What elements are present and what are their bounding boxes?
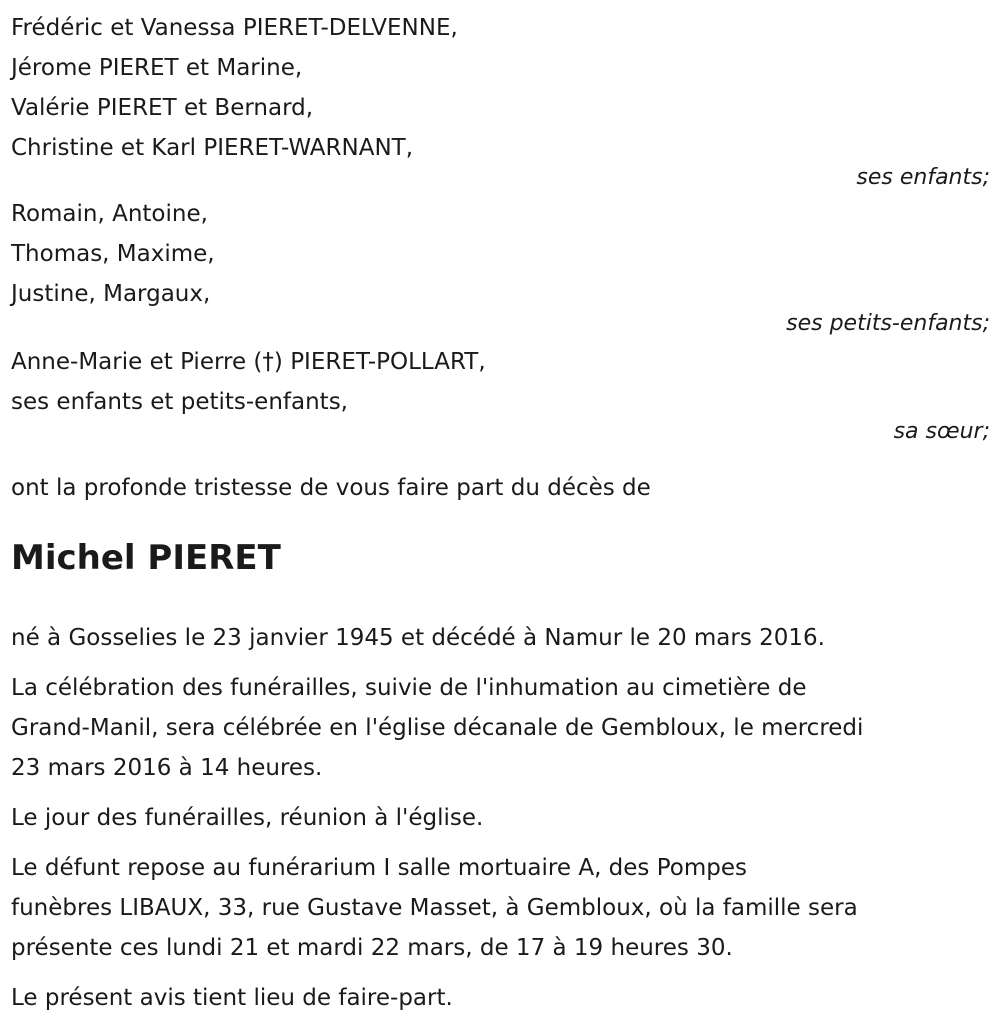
paragraph-line: Le défunt repose au funérarium I salle mortuaire A, des Pompes xyxy=(11,855,747,881)
family-line: ses enfants et petits-enfants, xyxy=(11,389,348,415)
paragraph-line: présente ces lundi 21 et mardi 22 mars, de 17 à 19 heures 30. xyxy=(11,935,733,961)
family-line: Thomas, Maxime, xyxy=(11,241,215,267)
relation-label: sa sœur; xyxy=(893,419,990,444)
announcement-text: ont la profonde tristesse de vous faire part du décès de xyxy=(11,475,651,501)
relation-label: ses petits-enfants; xyxy=(786,311,990,336)
birth-death-paragraph: né à Gosselies le 23 janvier 1945 et décédé à Namur le 20 mars 2016. xyxy=(11,625,825,651)
notice-paragraph: Le présent avis tient lieu de faire-part. xyxy=(11,985,453,1011)
relation-label: ses enfants; xyxy=(856,165,990,190)
family-line: Romain, Antoine, xyxy=(11,201,208,227)
funeral-paragraph xyxy=(11,668,990,788)
paragraph-line: La célébration des funérailles, suivie de l'inhumation au cimetière de xyxy=(11,675,807,701)
deceased-name: Michel PIERET xyxy=(11,538,281,578)
family-line: Anne-Marie et Pierre (†) PIERET-POLLART, xyxy=(11,349,486,375)
paragraph-line: 23 mars 2016 à 14 heures. xyxy=(11,755,323,781)
paragraph-line: funèbres LIBAUX, 33, rue Gustave Masset, à Gembloux, où la famille sera xyxy=(11,895,858,921)
grandchildren-group xyxy=(11,194,990,338)
family-line: Jérome PIERET et Marine, xyxy=(11,55,303,81)
sister-group xyxy=(11,342,990,446)
family-line: Justine, Margaux, xyxy=(11,281,211,307)
details-section xyxy=(11,618,990,1018)
meeting-paragraph: Le jour des funérailles, réunion à l'église. xyxy=(11,805,484,831)
children-group xyxy=(11,8,990,192)
family-line: Christine et Karl PIERET-WARNANT, xyxy=(11,135,414,161)
family-line: Valérie PIERET et Bernard, xyxy=(11,95,314,121)
family-line: Frédéric et Vanessa PIERET-DELVENNE, xyxy=(11,15,458,41)
rest-paragraph xyxy=(11,848,990,968)
paragraph-line: Grand-Manil, sera célébrée en l'église décanale de Gembloux, le mercredi xyxy=(11,715,864,741)
